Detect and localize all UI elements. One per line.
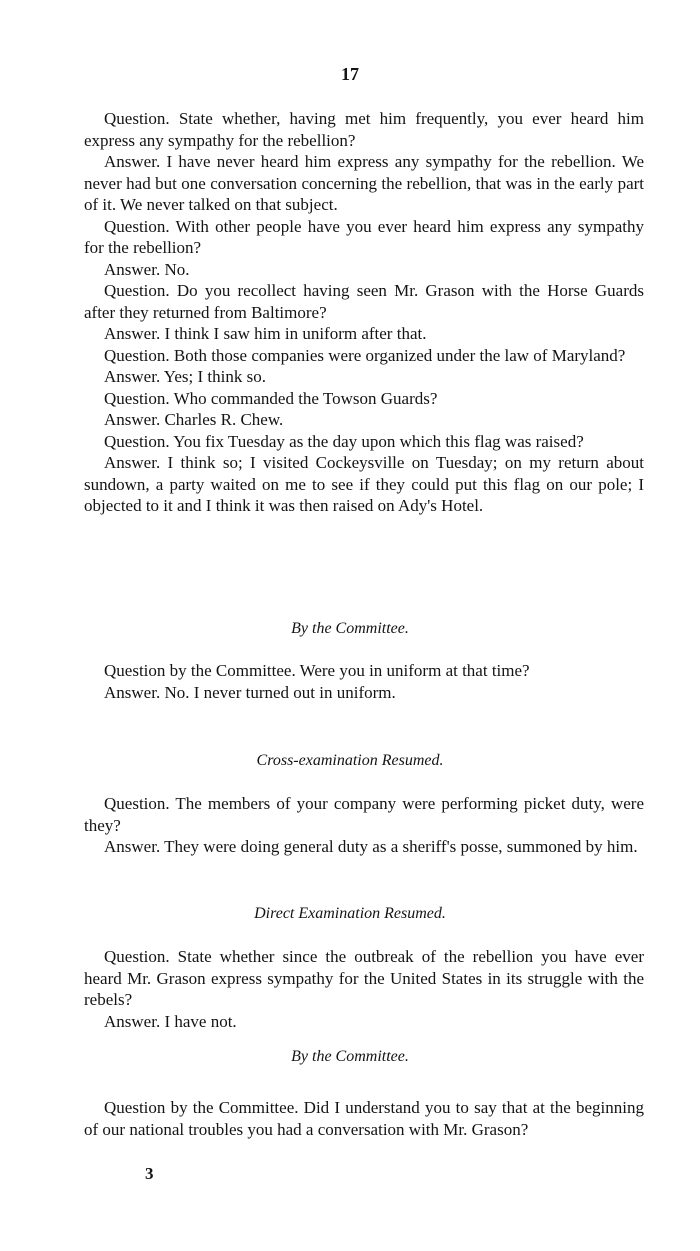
question-paragraph: Question. Do you recollect having seen Mr. Grason with the Horse Guards after they returned from Baltimore?: [84, 281, 644, 322]
section-heading: By the Committee.: [291, 1048, 409, 1065]
question-paragraph: Question by the Committee. Did I understand you to say that at the beginning of our national troubles you had a conversation with Mr. Grason?: [84, 1098, 644, 1139]
answer-paragraph: Answer. Yes; I think so.: [104, 367, 266, 386]
question-paragraph: Question by the Committee. Were you in uniform at that time?: [104, 661, 530, 680]
answer-paragraph: Answer. I think I saw him in uniform after that.: [104, 324, 427, 343]
question-paragraph: Question. State whether since the outbreak of the rebellion you have ever heard Mr. Grason express sympathy for the United States in its struggle with the rebels?: [84, 947, 644, 1009]
page-number: 17: [341, 64, 359, 84]
testimony-block: [84, 108, 644, 517]
testimony-block: [84, 660, 644, 703]
testimony-block: [84, 793, 644, 858]
question-paragraph: Question. Who commanded the Towson Guards?: [104, 388, 438, 408]
question-paragraph: Question. The members of your company were performing picket duty, were they?: [84, 794, 644, 835]
question-paragraph: Question. With other people have you ever heard him express any sympathy for the rebellion?: [84, 216, 644, 257]
section-heading: Cross-examination Resumed.: [256, 752, 444, 769]
answer-paragraph: Answer. No.: [104, 259, 190, 279]
answer-paragraph: Answer. No. I never turned out in uniform.: [104, 682, 396, 702]
question-paragraph: Question. Both those companies were organized under the law of Maryland?: [104, 345, 626, 365]
answer-paragraph: Answer. I have never heard him express any sympathy for the rebellion. We never had but one conversation concerning the rebellion, that was in the early part of it. We never talked on that subject.: [84, 152, 644, 214]
testimony-block: [84, 946, 644, 1032]
answer-paragraph: Answer. Charles R. Chew.: [104, 410, 284, 429]
testimony-block: [84, 1097, 644, 1140]
signature-mark: 3: [145, 1164, 154, 1183]
answer-paragraph: Answer. I think so; I visited Cockeysville on Tuesday; on my return about sundown, a party waited on me to see if they could put this flag on our pole; I objected to it and I think it was then raised on Ady's Hotel.: [84, 453, 644, 515]
question-paragraph: Question. You fix Tuesday as the day upon which this flag was raised?: [104, 431, 584, 451]
question-paragraph: Question. State whether, having met him frequently, you ever heard him express any sympathy for the rebellion?: [84, 109, 644, 150]
section-heading: Direct Examination Resumed.: [254, 905, 446, 922]
section-heading: By the Committee.: [291, 620, 409, 637]
answer-paragraph: Answer. I have not.: [104, 1011, 237, 1031]
answer-paragraph: Answer. They were doing general duty as a sheriff's posse, summoned by him.: [104, 837, 638, 856]
